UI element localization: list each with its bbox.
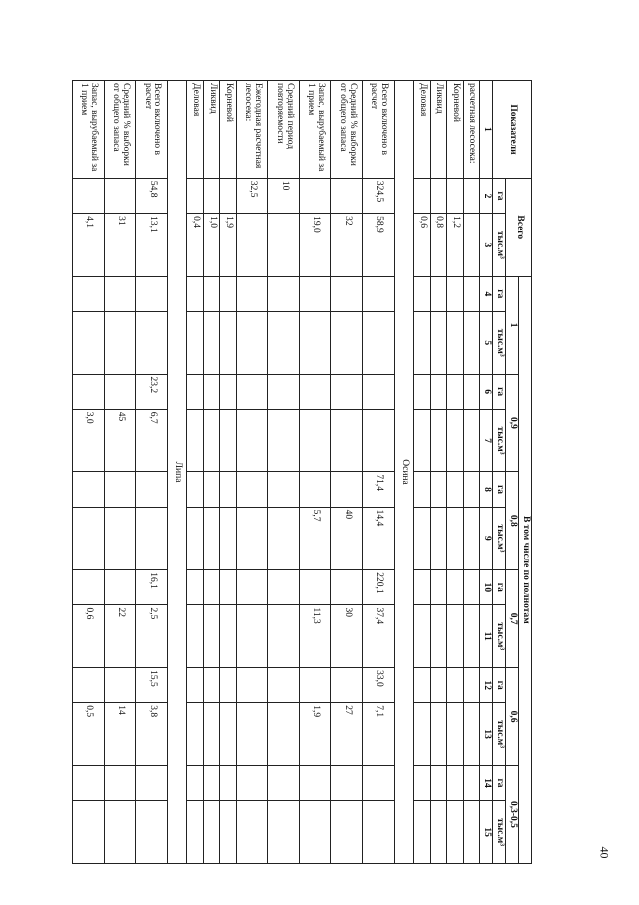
- data-cell: [104, 276, 136, 311]
- data-cell: [447, 276, 464, 311]
- data-cell: [236, 703, 268, 766]
- data-cell: [447, 472, 464, 507]
- row-label: Запас, вырубаемый за 1 прием: [73, 81, 105, 179]
- data-cell: [203, 703, 220, 766]
- data-cell: [414, 276, 431, 311]
- data-cell: [203, 178, 220, 213]
- unit-volume-header: тыс.м³: [493, 311, 506, 374]
- data-cell: [236, 409, 268, 472]
- data-cell: [463, 605, 480, 668]
- table-row: [447, 81, 464, 864]
- data-cell: [104, 472, 136, 507]
- data-cell: [203, 472, 220, 507]
- data-cell: 7,1: [363, 703, 395, 766]
- data-cell: [203, 570, 220, 605]
- data-cell: [363, 409, 395, 472]
- data-cell: [203, 605, 220, 668]
- data-cell: 220,1: [363, 570, 395, 605]
- data-cell: [463, 409, 480, 472]
- data-cell: [268, 605, 300, 668]
- data-cell: [447, 801, 464, 864]
- data-cell: [331, 765, 363, 800]
- data-cell: [299, 311, 331, 374]
- row-label: расчетная лесосека:: [463, 81, 480, 179]
- row-label: Средний % выборки от общего запаса: [331, 81, 363, 179]
- data-cell: [414, 570, 431, 605]
- data-cell: [236, 214, 268, 277]
- data-cell: [268, 668, 300, 703]
- table-row: [331, 81, 363, 864]
- data-cell: [414, 507, 431, 570]
- data-cell: [236, 570, 268, 605]
- data-cell: [331, 311, 363, 374]
- data-cell: [331, 668, 363, 703]
- data-cell: [220, 276, 237, 311]
- data-cell: [203, 276, 220, 311]
- section-title: Липа: [167, 81, 187, 864]
- completeness-group-header: 0,6: [506, 668, 519, 766]
- data-cell: [430, 374, 447, 409]
- data-cell: 40: [331, 507, 363, 570]
- data-cell: [187, 276, 204, 311]
- unit-volume-header: тыс.м³: [493, 507, 506, 570]
- data-cell: 1,9: [299, 703, 331, 766]
- data-cell: 13,1: [136, 214, 168, 277]
- data-cell: [299, 668, 331, 703]
- data-cell: [447, 507, 464, 570]
- column-number: 3: [480, 214, 493, 277]
- data-cell: [136, 276, 168, 311]
- row-label: Деловая: [414, 81, 431, 179]
- row-label: Ежегодная расчетная лесосека:: [236, 81, 268, 179]
- data-cell: [203, 765, 220, 800]
- unit-volume-header: тыс.м³: [493, 703, 506, 766]
- data-cell: [136, 801, 168, 864]
- page-number: 40: [597, 846, 612, 859]
- data-cell: [236, 605, 268, 668]
- column-number: 14: [480, 765, 493, 800]
- data-cell: [447, 178, 464, 213]
- data-cell: [430, 507, 447, 570]
- data-cell: [447, 765, 464, 800]
- data-cell: [73, 765, 105, 800]
- data-cell: [220, 507, 237, 570]
- unit-ha-header: га: [493, 276, 506, 311]
- unit-volume-header: тыс.м³: [493, 409, 506, 472]
- data-cell: [447, 374, 464, 409]
- row-label: Ликвид: [203, 81, 220, 179]
- data-cell: 16,1: [136, 570, 168, 605]
- data-cell: [447, 703, 464, 766]
- table-row: [203, 81, 220, 864]
- data-cell: 22: [104, 605, 136, 668]
- unit-ha-header: га: [493, 765, 506, 800]
- data-cell: [331, 276, 363, 311]
- data-cell: [73, 311, 105, 374]
- unit-row: [493, 81, 506, 864]
- data-cell: [414, 765, 431, 800]
- row-label: Корневой: [447, 81, 464, 179]
- data-cell: [268, 703, 300, 766]
- row-label: Всего включено в расчет: [363, 81, 395, 179]
- data-cell: [414, 409, 431, 472]
- table-row: [299, 81, 331, 864]
- data-cell: 10: [268, 178, 300, 213]
- data-cell: 6,7: [136, 409, 168, 472]
- data-cell: [268, 276, 300, 311]
- data-cell: 14: [104, 703, 136, 766]
- data-cell: [463, 472, 480, 507]
- data-cell: [430, 570, 447, 605]
- row-label: Средний период повторяемости: [268, 81, 300, 179]
- data-cell: [73, 668, 105, 703]
- column-number: 13: [480, 703, 493, 766]
- data-cell: [463, 570, 480, 605]
- data-cell: 324,5: [363, 178, 395, 213]
- column-number: 12: [480, 668, 493, 703]
- column-number: 2: [480, 178, 493, 213]
- data-cell: [236, 311, 268, 374]
- data-cell: [414, 703, 431, 766]
- data-cell: [268, 570, 300, 605]
- data-cell: 32: [331, 214, 363, 277]
- data-cell: [220, 801, 237, 864]
- data-cell: [73, 374, 105, 409]
- data-cell: [220, 409, 237, 472]
- data-cell: 27: [331, 703, 363, 766]
- data-cell: [299, 409, 331, 472]
- completeness-group-header: 0,7: [506, 570, 519, 668]
- completeness-group-header: 0,3-0,5: [506, 765, 519, 863]
- data-cell: [268, 765, 300, 800]
- data-cell: [187, 472, 204, 507]
- completeness-group-header: 1: [506, 276, 519, 374]
- data-cell: [463, 765, 480, 800]
- data-cell: [236, 507, 268, 570]
- data-cell: 31: [104, 214, 136, 277]
- data-cell: 2,5: [136, 605, 168, 668]
- data-cell: [331, 472, 363, 507]
- data-cell: [236, 472, 268, 507]
- data-cell: [430, 409, 447, 472]
- unit-ha-header: га: [493, 472, 506, 507]
- data-cell: [73, 472, 105, 507]
- completeness-group-header: 0,8: [506, 472, 519, 570]
- by-completeness-header: В том числе по полнотам: [519, 276, 532, 863]
- data-cell: [187, 765, 204, 800]
- table-row: [363, 81, 395, 864]
- data-cell: [236, 765, 268, 800]
- data-cell: [203, 374, 220, 409]
- data-cell: [463, 703, 480, 766]
- data-cell: [447, 570, 464, 605]
- table-row: [104, 81, 136, 864]
- table-row: [236, 81, 268, 864]
- data-cell: [331, 374, 363, 409]
- data-cell: [430, 311, 447, 374]
- column-number: 9: [480, 507, 493, 570]
- data-cell: [430, 472, 447, 507]
- data-cell: 3,0: [73, 409, 105, 472]
- data-cell: [331, 178, 363, 213]
- data-cell: [187, 178, 204, 213]
- data-cell: [331, 570, 363, 605]
- data-cell: [414, 801, 431, 864]
- data-cell: [203, 507, 220, 570]
- data-cell: [463, 374, 480, 409]
- data-cell: [430, 765, 447, 800]
- data-cell: [73, 801, 105, 864]
- table-row: [463, 81, 480, 864]
- data-cell: 19,0: [299, 214, 331, 277]
- data-cell: [430, 703, 447, 766]
- data-cell: [463, 214, 480, 277]
- row-label: Деловая: [187, 81, 204, 179]
- data-cell: 0,5: [73, 703, 105, 766]
- table-row: [414, 81, 431, 864]
- table-row: [268, 81, 300, 864]
- data-cell: [414, 311, 431, 374]
- data-cell: [187, 605, 204, 668]
- data-cell: [463, 801, 480, 864]
- row-label: Средний % выборки от общего запаса: [104, 81, 136, 179]
- data-cell: 11,3: [299, 605, 331, 668]
- section-title-row: [394, 81, 414, 864]
- data-cell: [136, 472, 168, 507]
- data-cell: [236, 668, 268, 703]
- data-cell: [220, 703, 237, 766]
- data-cell: [430, 178, 447, 213]
- data-cell: 23,2: [136, 374, 168, 409]
- table-row: [430, 81, 447, 864]
- data-cell: [268, 472, 300, 507]
- data-cell: [203, 311, 220, 374]
- data-cell: [414, 668, 431, 703]
- data-cell: [268, 409, 300, 472]
- data-cell: [73, 570, 105, 605]
- data-cell: [268, 374, 300, 409]
- section-title: Осина: [394, 81, 414, 864]
- data-cell: [299, 801, 331, 864]
- data-cell: [414, 374, 431, 409]
- data-cell: [104, 374, 136, 409]
- column-number: 4: [480, 276, 493, 311]
- data-cell: [203, 801, 220, 864]
- column-number: 5: [480, 311, 493, 374]
- data-cell: [104, 570, 136, 605]
- data-cell: [363, 765, 395, 800]
- completeness-group-header: 0,9: [506, 374, 519, 472]
- data-cell: [220, 765, 237, 800]
- data-cell: [463, 178, 480, 213]
- data-cell: [104, 311, 136, 374]
- unit-volume-header: тыс.м³: [493, 214, 506, 277]
- data-cell: [104, 178, 136, 213]
- column-number: 15: [480, 801, 493, 864]
- data-cell: [187, 668, 204, 703]
- data-cell: [299, 765, 331, 800]
- data-cell: [236, 276, 268, 311]
- data-cell: [203, 668, 220, 703]
- data-cell: 33,0: [363, 668, 395, 703]
- table-row: [136, 81, 168, 864]
- data-cell: [447, 409, 464, 472]
- data-cell: [463, 311, 480, 374]
- row-label: Ликвид: [430, 81, 447, 179]
- data-cell: [187, 311, 204, 374]
- data-cell: 0,4: [187, 214, 204, 277]
- data-cell: [187, 801, 204, 864]
- unit-volume-header: тыс.м³: [493, 605, 506, 668]
- data-cell: [187, 374, 204, 409]
- data-cell: [430, 605, 447, 668]
- data-cell: [104, 668, 136, 703]
- data-cell: [463, 507, 480, 570]
- data-cell: [73, 178, 105, 213]
- data-cell: 1,0: [203, 214, 220, 277]
- data-cell: [430, 276, 447, 311]
- unit-ha-header: га: [493, 374, 506, 409]
- data-cell: [363, 374, 395, 409]
- data-cell: [236, 801, 268, 864]
- data-cell: [187, 703, 204, 766]
- data-cell: 4,1: [73, 214, 105, 277]
- data-cell: 71,4: [363, 472, 395, 507]
- column-number: 8: [480, 472, 493, 507]
- data-cell: [299, 178, 331, 213]
- data-cell: [203, 409, 220, 472]
- total-header: Всего: [506, 178, 532, 276]
- data-cell: [187, 409, 204, 472]
- data-cell: 15,5: [136, 668, 168, 703]
- data-cell: [363, 311, 395, 374]
- data-cell: [104, 507, 136, 570]
- data-cell: [104, 801, 136, 864]
- unit-ha-header: га: [493, 570, 506, 605]
- column-number-row: [480, 81, 493, 864]
- data-cell: [414, 178, 431, 213]
- data-cell: [104, 765, 136, 800]
- data-cell: 30: [331, 605, 363, 668]
- data-cell: [220, 311, 237, 374]
- data-cell: [236, 374, 268, 409]
- unit-volume-header: тыс.м³: [493, 801, 506, 864]
- data-cell: [414, 605, 431, 668]
- data-cell: [73, 507, 105, 570]
- data-cell: [363, 276, 395, 311]
- data-cell: [268, 507, 300, 570]
- row-label: Корневой: [220, 81, 237, 179]
- data-cell: [73, 276, 105, 311]
- data-cell: 58,9: [363, 214, 395, 277]
- section-title-row: [167, 81, 187, 864]
- indicator-header: Показатели: [493, 81, 532, 179]
- data-cell: [414, 472, 431, 507]
- rotated-table-region: [72, 80, 532, 864]
- data-cell: 37,4: [363, 605, 395, 668]
- data-cell: [136, 507, 168, 570]
- column-number: 1: [480, 81, 493, 179]
- data-cell: [430, 801, 447, 864]
- data-cell: 0,8: [430, 214, 447, 277]
- data-cell: [136, 311, 168, 374]
- row-label: Всего включено в расчет: [136, 81, 168, 179]
- column-number: 11: [480, 605, 493, 668]
- column-number: 7: [480, 409, 493, 472]
- column-number: 6: [480, 374, 493, 409]
- header-row-1: [519, 81, 532, 864]
- data-cell: [299, 276, 331, 311]
- table-row: [73, 81, 105, 864]
- allowable-cut-table: [72, 80, 532, 864]
- table-rotation-frame: [72, 80, 532, 864]
- data-cell: [331, 801, 363, 864]
- data-cell: [220, 178, 237, 213]
- data-cell: [268, 311, 300, 374]
- data-cell: [331, 409, 363, 472]
- table-row: [220, 81, 237, 864]
- unit-ha-header: га: [493, 178, 506, 213]
- data-cell: 0,6: [414, 214, 431, 277]
- data-cell: [268, 214, 300, 277]
- data-cell: 1,2: [447, 214, 464, 277]
- data-cell: [187, 507, 204, 570]
- table-row: [187, 81, 204, 864]
- data-cell: [268, 801, 300, 864]
- unit-ha-header: га: [493, 668, 506, 703]
- data-cell: [136, 765, 168, 800]
- data-cell: [463, 668, 480, 703]
- row-label: Запас, вырубаемый за 1 прием: [299, 81, 331, 179]
- data-cell: [447, 605, 464, 668]
- data-cell: 3,8: [136, 703, 168, 766]
- data-cell: [463, 276, 480, 311]
- data-cell: [430, 668, 447, 703]
- data-cell: [363, 801, 395, 864]
- data-cell: 45: [104, 409, 136, 472]
- data-cell: 0,6: [73, 605, 105, 668]
- data-cell: [220, 668, 237, 703]
- data-cell: [187, 570, 204, 605]
- data-cell: 5,7: [299, 507, 331, 570]
- data-cell: [220, 605, 237, 668]
- data-cell: [447, 311, 464, 374]
- data-cell: 32,5: [236, 178, 268, 213]
- data-cell: 54,8: [136, 178, 168, 213]
- data-cell: 1,9: [220, 214, 237, 277]
- data-cell: [220, 374, 237, 409]
- data-cell: [220, 472, 237, 507]
- data-cell: [299, 570, 331, 605]
- data-cell: [220, 570, 237, 605]
- data-cell: 14,4: [363, 507, 395, 570]
- data-cell: [299, 374, 331, 409]
- column-number: 10: [480, 570, 493, 605]
- data-cell: [299, 472, 331, 507]
- data-cell: [447, 668, 464, 703]
